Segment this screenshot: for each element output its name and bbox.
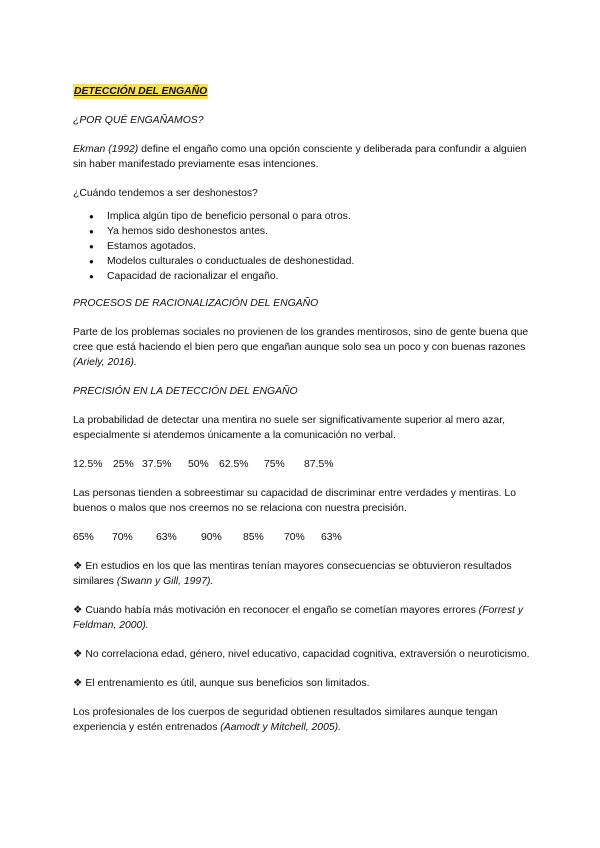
percentage: 87.5% (304, 459, 334, 470)
document-title: DETECCIÓN DEL ENGAÑO (74, 86, 208, 97)
diamond-item: ❖ No correlaciona edad, género, nivel educativo, capacidad cognitiva, extraversión o neuroticismo. (73, 649, 530, 660)
citation: (Forrest y Feldman, 2000). (73, 605, 524, 631)
list-item: ● Implica algún tipo de beneficio personal o para otros. (107, 209, 533, 224)
citation: (Swann y Gill, 1997). (116, 576, 214, 587)
diamond-bullet-icon: ❖ (73, 561, 83, 572)
probability-paragraph: La probabilidad de detectar una mentira no suele ser significativamente superior al mero azar, especialmente si atendemos únicamente a la comunicación no verbal. (73, 415, 506, 441)
list-item: ● Capacidad de racionalizar el engaño. (107, 269, 533, 284)
overestimate-paragraph: Las personas tienden a sobreestimar su capacidad de discriminar entre verdades y mentiras. Lo buenos o malos que nos creemos no se relaciona con nuestra precisión. (73, 488, 516, 514)
percentage: 75% (264, 459, 285, 470)
percentage: 62.5% (219, 459, 249, 470)
list-item: ● Modelos culturales o conductuales de deshonestidad. (107, 254, 533, 269)
percentage: 70% (112, 532, 133, 543)
diamond-item: ❖ Cuando había más motivación en reconocer el engaño se cometían mayores errores (Forrest y Feldman, 2000). (73, 605, 524, 631)
percentage: 25% (113, 459, 134, 470)
question-text: ¿Cuándo tendemos a ser deshonestos? (73, 188, 258, 199)
citation: (Ariely, 2016). (73, 357, 137, 368)
percentage: 37.5% (142, 459, 172, 470)
diamond-item: ❖ En estudios en los que las mentiras tenían mayores consecuencias se obtuvieron resultados similares (Swann y Gill, 1997). (73, 561, 512, 587)
percentage: 50% (188, 459, 209, 470)
section-heading-rationalization: PROCESOS DE RACIONALIZACIÓN DEL ENGAÑO (73, 298, 319, 309)
diamond-bullet-icon: ❖ (73, 678, 83, 689)
section-heading-why: ¿POR QUÉ ENGAÑAMOS? (73, 115, 204, 126)
diamond-bullet-icon: ❖ (73, 649, 83, 660)
percentage: 85% (243, 532, 264, 543)
ekman-paragraph: Ekman (1992) define el engaño como una opción consciente y deliberada para confundir a alguien sin haber manifestado previamente esas intenciones. (73, 144, 527, 170)
percentage: 12.5% (73, 459, 103, 470)
percentage: 70% (284, 532, 305, 543)
citation: (Aamodt y Mitchell, 2005). (220, 722, 341, 733)
percentage: 90% (201, 532, 222, 543)
percentage: 63% (321, 532, 342, 543)
list-item: ● Ya hemos sido deshonestos antes. (107, 224, 533, 239)
professionals-paragraph: Los profesionales de los cuerpos de seguridad obtienen resultados similares aunque tengan experiencia y estén entrenados (Aamodt y Mitchell, 2005). (73, 707, 498, 733)
section-heading-precision: PRECISIÓN EN LA DETECCIÓN DEL ENGAÑO (73, 386, 298, 397)
list-item: ● Estamos agotados. (107, 239, 533, 254)
citation: Ekman (1992) (73, 144, 139, 155)
document-page (73, 84, 533, 749)
rationalization-paragraph: Parte de los problemas sociales no provienen de los grandes mentirosos, sino de gente buena que cree que está haciendo el bien pero que engañan aunque solo sea un poco y con buenas razones (Ariely, 2016). (73, 327, 529, 368)
percentages-row-1 (73, 457, 533, 472)
percentages-row-2 (73, 530, 533, 545)
diamond-item: ❖ El entrenamiento es útil, aunque sus beneficios son limitados. (73, 678, 370, 689)
bullet-list (73, 209, 533, 284)
percentage: 63% (156, 532, 177, 543)
diamond-bullet-icon: ❖ (73, 605, 83, 616)
percentage: 65% (73, 532, 94, 543)
